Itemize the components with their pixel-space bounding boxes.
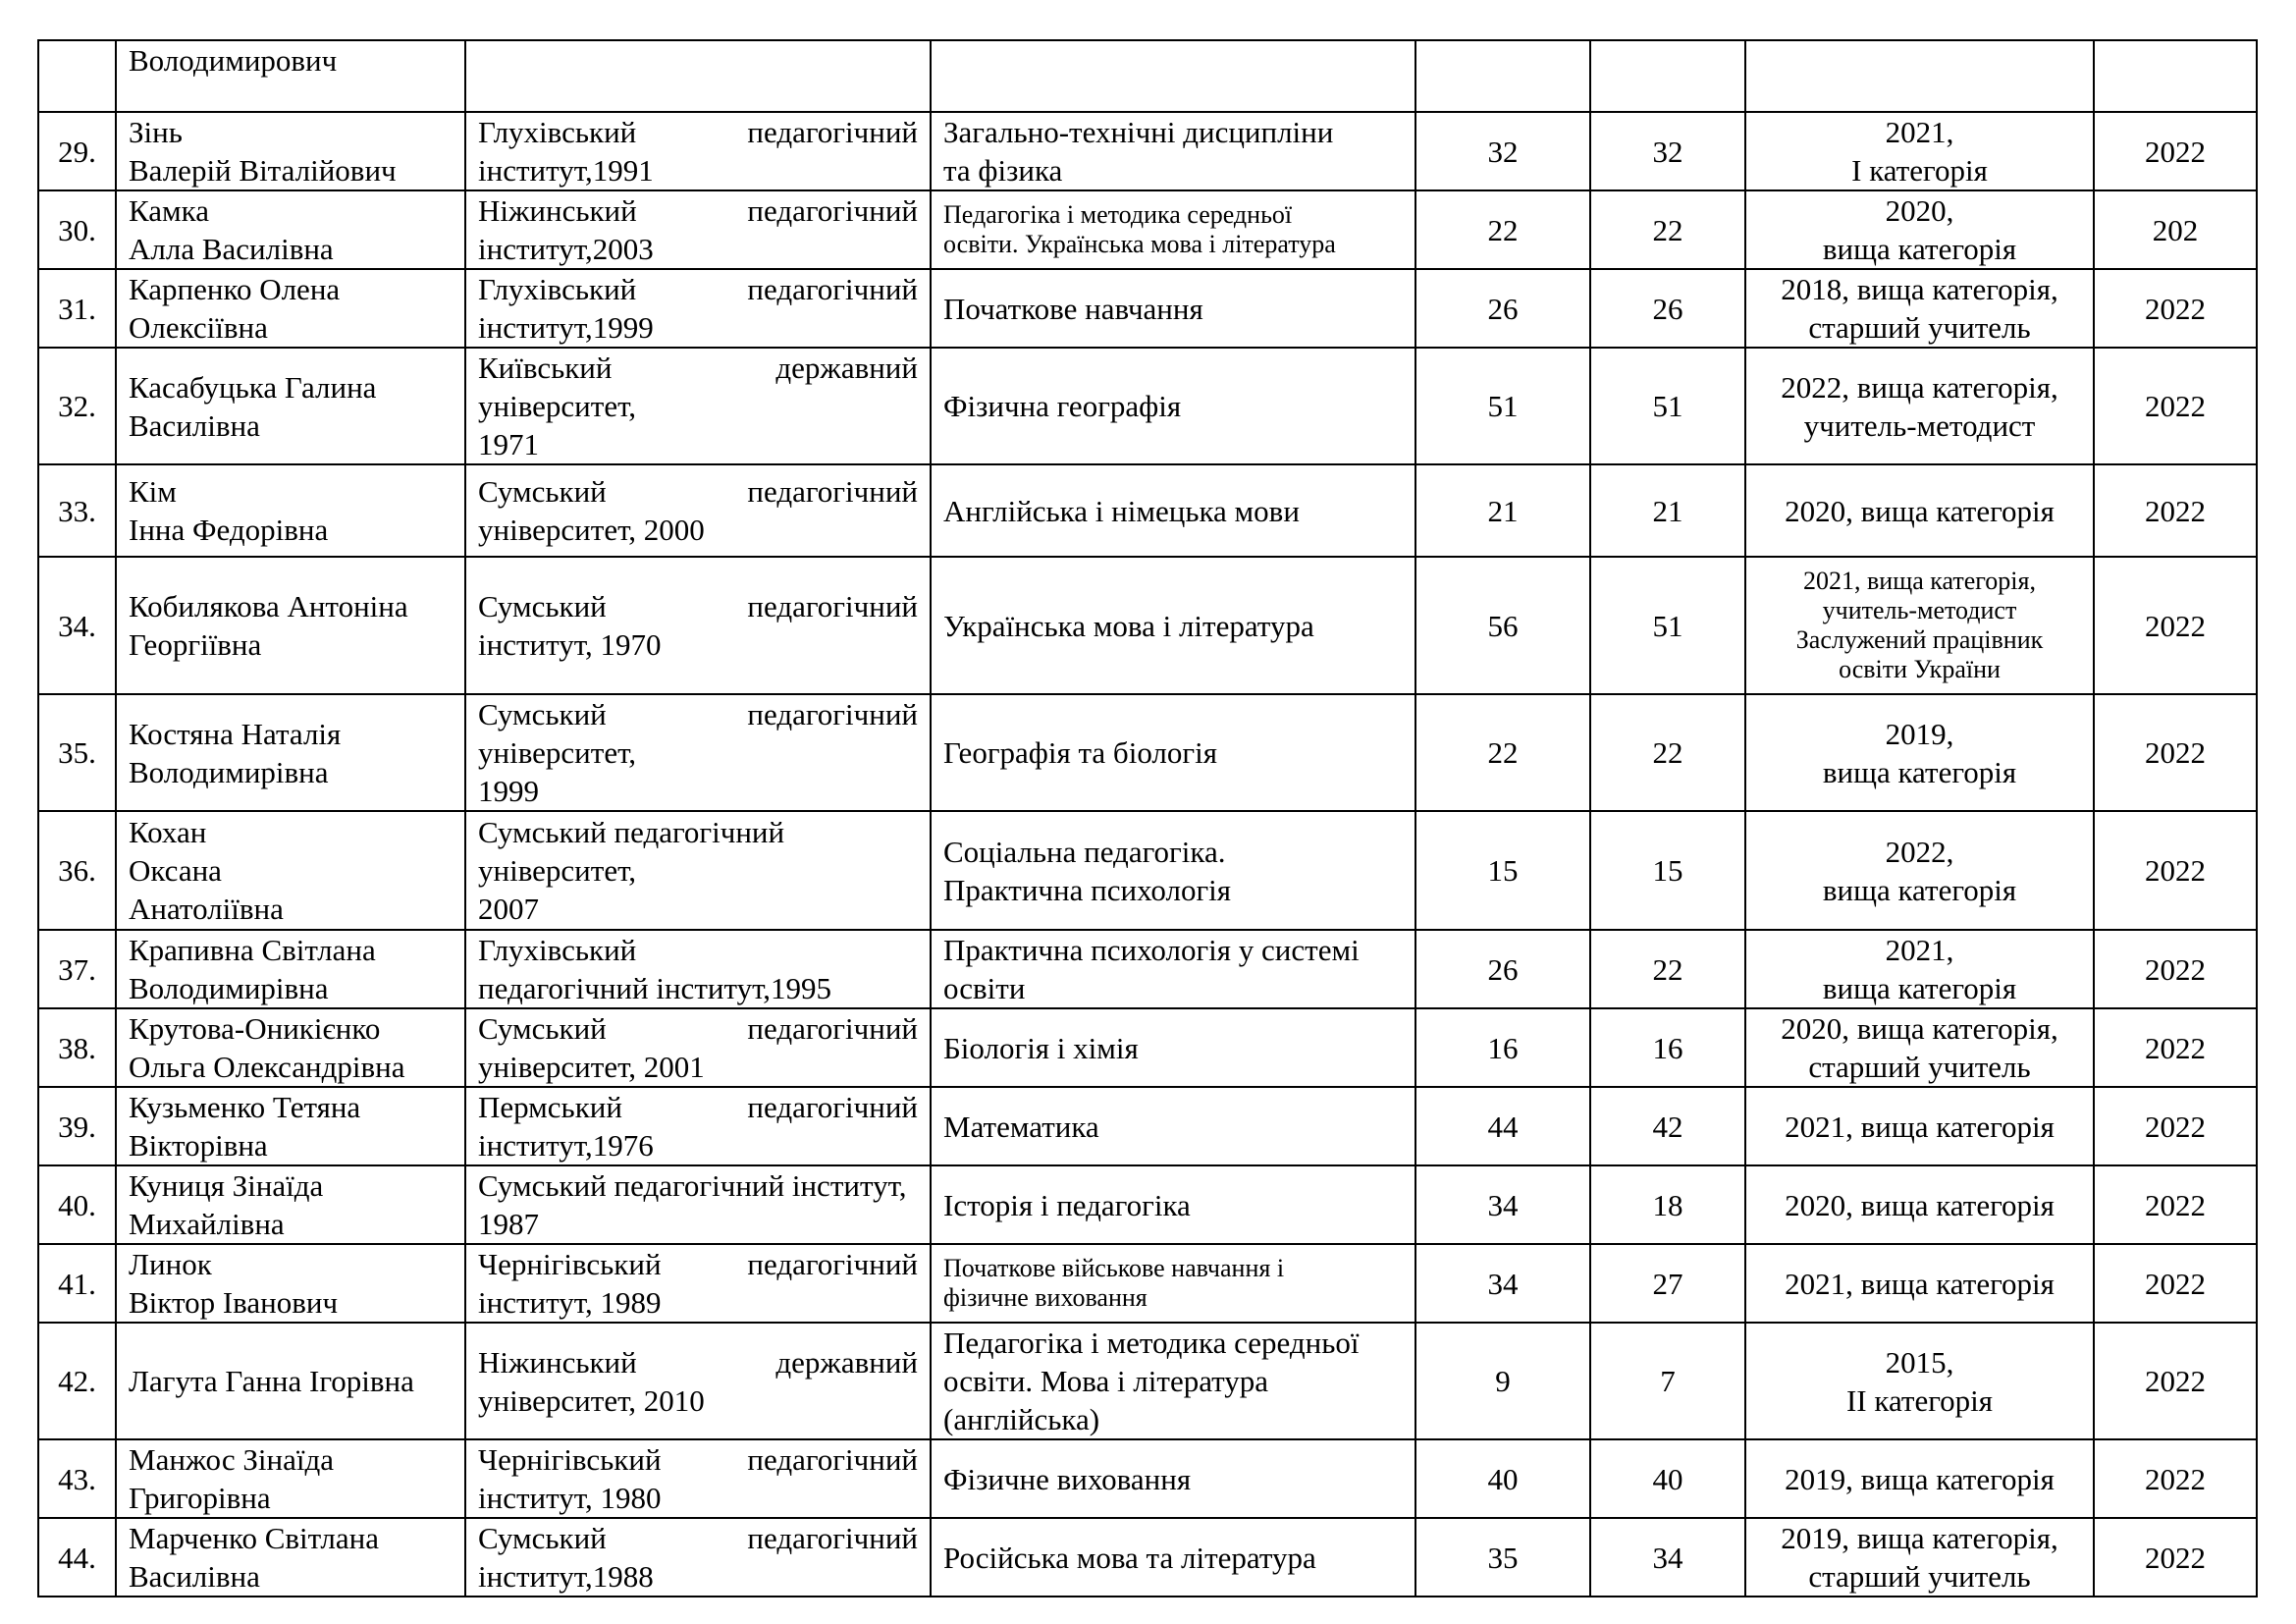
category-cell <box>1745 348 2094 464</box>
pedagogical-experience-cell: 16 <box>1590 1008 1745 1087</box>
cell-line: Віктор Іванович <box>129 1285 339 1320</box>
cell-line: Історія і педагогіка <box>943 1187 1191 1222</box>
cell-line: Ольга Олександрівна <box>129 1050 405 1084</box>
total-experience-cell: 21 <box>1415 464 1590 557</box>
next-certification-year-cell: 2022 <box>2094 811 2257 930</box>
education-cell <box>465 930 931 1008</box>
table-row <box>38 269 2257 348</box>
cell-line: (англійська) <box>943 1402 1100 1436</box>
cell-line: Володимирівна <box>129 971 329 1005</box>
row-number-cell: 44. <box>38 1518 116 1597</box>
cell-line: Георгіївна <box>129 627 262 662</box>
cell-line: Практична психологія у системі <box>943 933 1360 967</box>
cell-line: Ніжинський державний <box>478 1344 918 1380</box>
cell-line: Фізичне виховання <box>943 1461 1192 1496</box>
total-experience-cell <box>1415 40 1590 112</box>
pedagogical-experience-cell: 51 <box>1590 557 1745 694</box>
cell-line: університет, 2010 <box>478 1382 705 1418</box>
cell-line: Сумський педагогічний <box>478 697 918 731</box>
total-experience-cell: 34 <box>1415 1165 1590 1244</box>
category-cell <box>1745 694 2094 811</box>
cell-line: 1971 <box>478 427 539 461</box>
cell-line: Оксана <box>129 853 222 888</box>
category-cell <box>1745 1087 2094 1165</box>
table-row <box>38 930 2257 1008</box>
cell-line: Василівна <box>129 407 260 443</box>
row-number-cell: 40. <box>38 1165 116 1244</box>
cell-line: вища категорія <box>1822 872 2017 907</box>
cell-line: вища категорія <box>1822 232 2017 266</box>
row-number-cell: 41. <box>38 1244 116 1323</box>
cell-line: інститут, 1989 <box>478 1285 662 1320</box>
total-experience-cell: 35 <box>1415 1518 1590 1597</box>
category-cell <box>1745 1008 2094 1087</box>
cell-line: Російська мова та література <box>943 1540 1316 1575</box>
cell-line: Початкове військове навчання і <box>943 1254 1285 1282</box>
pedagogical-experience-cell: 18 <box>1590 1165 1745 1244</box>
total-experience-cell: 40 <box>1415 1439 1590 1518</box>
cell-line: 2015, <box>1885 1344 1954 1380</box>
cell-line: 2018, вища категорія, <box>1781 272 2058 306</box>
category-cell <box>1745 930 2094 1008</box>
next-certification-year-cell: 2022 <box>2094 557 2257 694</box>
specialty-cell <box>931 190 1415 269</box>
cell-line: Чернігівський педагогічний <box>478 1247 918 1281</box>
pedagogical-experience-cell: 32 <box>1590 112 1745 190</box>
table-row <box>38 1244 2257 1323</box>
total-experience-cell: 26 <box>1415 269 1590 348</box>
row-number-cell: 37. <box>38 930 116 1008</box>
cell-line: старший учитель <box>1808 310 2031 345</box>
pedagogical-experience-cell: 21 <box>1590 464 1745 557</box>
education-cell <box>465 557 931 694</box>
cell-line: Сумський педагогічний <box>478 474 918 509</box>
next-certification-year-cell: 2022 <box>2094 464 2257 557</box>
name-cell <box>116 1439 465 1518</box>
cell-line: Інна Федорівна <box>129 513 329 547</box>
cell-line: Біологія і хімія <box>943 1030 1139 1065</box>
education-cell <box>465 112 931 190</box>
cell-line: Чернігівський педагогічний <box>478 1442 918 1477</box>
cell-line: 2020, вища категорія <box>1785 493 2055 528</box>
cell-line: вища категорія <box>1822 754 2017 789</box>
specialty-cell <box>931 1244 1415 1323</box>
cell-line: Володимирівна <box>129 754 329 789</box>
category-cell <box>1745 1518 2094 1597</box>
specialty-cell <box>931 40 1415 112</box>
next-certification-year-cell: 2022 <box>2094 1165 2257 1244</box>
row-number-cell: 34. <box>38 557 116 694</box>
cell-line: 2021, <box>1885 933 1954 967</box>
education-cell <box>465 40 931 112</box>
cell-line: Соціальна педагогіка. <box>943 834 1226 869</box>
table-row <box>38 1165 2257 1244</box>
cell-line: Валерій Віталійович <box>129 153 397 188</box>
specialty-cell <box>931 557 1415 694</box>
cell-line: університет, 2000 <box>478 513 705 547</box>
cell-line: 2020, <box>1885 193 1954 228</box>
cell-line: 2020, вища категорія <box>1785 1187 2055 1222</box>
cell-line: Географія та біологія <box>943 735 1217 770</box>
total-experience-cell: 16 <box>1415 1008 1590 1087</box>
cell-line: та фізика <box>943 153 1063 188</box>
cell-line: Крутова-Оникієнко <box>129 1011 381 1046</box>
table-row <box>38 112 2257 190</box>
total-experience-cell: 44 <box>1415 1087 1590 1165</box>
row-number-cell: 33. <box>38 464 116 557</box>
cell-line: Педагогіка і методика середньої <box>943 200 1293 229</box>
next-certification-year-cell: 2022 <box>2094 1518 2257 1597</box>
table-row <box>38 557 2257 694</box>
education-cell <box>465 1439 931 1518</box>
cell-line: університет, <box>478 389 637 423</box>
cell-line: Зінь <box>129 115 183 149</box>
specialty-cell <box>931 269 1415 348</box>
cell-line: 2019, вища категорія, <box>1781 1521 2058 1555</box>
category-cell <box>1745 557 2094 694</box>
cell-line: Математика <box>943 1109 1099 1144</box>
cell-line: Костяна Наталія <box>129 716 342 751</box>
total-experience-cell: 22 <box>1415 190 1590 269</box>
pedagogical-experience-cell: 34 <box>1590 1518 1745 1597</box>
cell-line: І категорія <box>1851 153 1988 188</box>
cell-line: вища категорія <box>1822 971 2017 1005</box>
row-number-cell: 43. <box>38 1439 116 1518</box>
cell-line: університет, <box>478 735 637 770</box>
pedagogical-experience-cell: 15 <box>1590 811 1745 930</box>
cell-line: 2021, <box>1885 115 1954 149</box>
cell-line: Педагогіка і методика середньої <box>943 1326 1360 1360</box>
row-number-cell: 38. <box>38 1008 116 1087</box>
cell-line: інститут,1988 <box>478 1559 654 1594</box>
next-certification-year-cell: 2022 <box>2094 1244 2257 1323</box>
table-row <box>38 348 2257 464</box>
cell-line: Лагута Ганна Ігорівна <box>129 1364 414 1398</box>
cell-line: освіти. Українська мова і література <box>943 230 1336 258</box>
education-cell <box>465 1518 931 1597</box>
education-cell <box>465 1323 931 1439</box>
row-number-cell: 29. <box>38 112 116 190</box>
category-cell <box>1745 1323 2094 1439</box>
category-cell <box>1745 811 2094 930</box>
cell-line: Кохан <box>129 815 207 849</box>
education-cell <box>465 1244 931 1323</box>
cell-line: педагогічний інститут,1995 <box>478 971 832 1005</box>
pedagogical-experience-cell <box>1590 40 1745 112</box>
category-cell <box>1745 112 2094 190</box>
next-certification-year-cell: 2022 <box>2094 1439 2257 1518</box>
name-cell <box>116 1518 465 1597</box>
cell-line: 2020, вища категорія, <box>1781 1011 2058 1046</box>
cell-line: Вікторівна <box>129 1128 268 1163</box>
total-experience-cell: 34 <box>1415 1244 1590 1323</box>
table-row <box>38 1323 2257 1439</box>
education-cell <box>465 1087 931 1165</box>
education-cell <box>465 190 931 269</box>
cell-line: Сумський педагогічний <box>478 815 785 849</box>
name-cell <box>116 269 465 348</box>
next-certification-year-cell: 202 <box>2094 190 2257 269</box>
cell-line: освіти України <box>1839 655 2001 683</box>
next-certification-year-cell: 2022 <box>2094 1087 2257 1165</box>
cell-line: Практична психологія <box>943 872 1232 907</box>
cell-line: Загально-технічні дисципліни <box>943 115 1334 149</box>
table-row <box>38 694 2257 811</box>
specialty-cell <box>931 464 1415 557</box>
pedagogical-experience-cell: 7 <box>1590 1323 1745 1439</box>
cell-line: Володимирович <box>129 43 338 78</box>
cell-line: ІІ категорія <box>1845 1382 1994 1418</box>
cell-line: 1999 <box>478 774 539 808</box>
category-cell <box>1745 1165 2094 1244</box>
cell-line: учитель-методист <box>1803 407 2036 443</box>
specialty-cell <box>931 1165 1415 1244</box>
row-number-cell <box>38 40 116 112</box>
staff-table <box>37 39 2258 1597</box>
education-cell <box>465 811 931 930</box>
cell-line: Глухівський <box>478 933 637 967</box>
cell-line: 2021, вища категорія <box>1785 1109 2055 1144</box>
cell-line: Михайлівна <box>129 1207 285 1241</box>
table-row <box>38 1518 2257 1597</box>
name-cell <box>116 1165 465 1244</box>
category-cell <box>1745 1439 2094 1518</box>
specialty-cell <box>931 694 1415 811</box>
cell-line: Марченко Світлана <box>129 1521 380 1555</box>
cell-line: старший учитель <box>1808 1559 2031 1594</box>
pedagogical-experience-cell: 22 <box>1590 694 1745 811</box>
pedagogical-experience-cell: 51 <box>1590 348 1745 464</box>
cell-line: освіти <box>943 971 1026 1005</box>
next-certification-year-cell: 2022 <box>2094 269 2257 348</box>
education-cell <box>465 1008 931 1087</box>
total-experience-cell: 56 <box>1415 557 1590 694</box>
total-experience-cell: 51 <box>1415 348 1590 464</box>
row-number-cell: 35. <box>38 694 116 811</box>
cell-line: Манжос Зінаїда <box>129 1442 334 1477</box>
specialty-cell <box>931 1087 1415 1165</box>
name-cell <box>116 1323 465 1439</box>
specialty-cell <box>931 1323 1415 1439</box>
cell-line: Фізична географія <box>943 389 1182 423</box>
table-row <box>38 190 2257 269</box>
cell-line: інститут,1999 <box>478 310 654 345</box>
row-number-cell: 31. <box>38 269 116 348</box>
cell-line: 2019, <box>1885 716 1954 751</box>
cell-line: 2021, вища категорія <box>1785 1266 2055 1301</box>
cell-line: Кім <box>129 474 177 509</box>
cell-line: Касабуцька Галина <box>129 369 377 405</box>
specialty-cell <box>931 112 1415 190</box>
cell-line: Сумський педагогічний <box>478 1521 918 1555</box>
cell-line: інститут,1976 <box>478 1128 654 1163</box>
cell-line: університет, <box>478 853 637 888</box>
next-certification-year-cell: 2022 <box>2094 1323 2257 1439</box>
cell-line: Олексіївна <box>129 310 268 345</box>
cell-line: Київський державний <box>478 351 918 385</box>
cell-line: Камка <box>129 193 209 228</box>
cell-line: Кузьменко Тетяна <box>129 1090 361 1124</box>
name-cell <box>116 1244 465 1323</box>
name-cell <box>116 811 465 930</box>
next-certification-year-cell: 2022 <box>2094 348 2257 464</box>
cell-line: 2007 <box>478 892 539 926</box>
cell-line: Глухівський педагогічний <box>478 272 918 306</box>
next-certification-year-cell <box>2094 40 2257 112</box>
cell-line: 2019, вища категорія <box>1785 1461 2055 1496</box>
cell-line: Куниця Зінаїда <box>129 1168 324 1203</box>
pedagogical-experience-cell: 22 <box>1590 190 1745 269</box>
education-cell <box>465 1165 931 1244</box>
total-experience-cell: 15 <box>1415 811 1590 930</box>
cell-line: фізичне виховання <box>943 1283 1148 1312</box>
cell-line: Англійська і німецька мови <box>943 493 1300 528</box>
specialty-cell <box>931 930 1415 1008</box>
next-certification-year-cell: 2022 <box>2094 930 2257 1008</box>
education-cell <box>465 348 931 464</box>
education-cell <box>465 269 931 348</box>
name-cell <box>116 190 465 269</box>
total-experience-cell: 26 <box>1415 930 1590 1008</box>
row-number-cell: 32. <box>38 348 116 464</box>
table-row <box>38 1439 2257 1518</box>
specialty-cell <box>931 348 1415 464</box>
name-cell <box>116 694 465 811</box>
name-cell <box>116 1087 465 1165</box>
cell-line: Кобилякова Антоніна <box>129 589 408 623</box>
cell-line: учитель-методист <box>1822 596 2017 624</box>
cell-line: інститут, 1980 <box>478 1481 662 1515</box>
pedagogical-experience-cell: 40 <box>1590 1439 1745 1518</box>
cell-line: Пермський педагогічний <box>478 1090 918 1124</box>
table-row <box>38 811 2257 930</box>
name-cell <box>116 930 465 1008</box>
specialty-cell <box>931 811 1415 930</box>
row-number-cell: 36. <box>38 811 116 930</box>
cell-line: інститут,2003 <box>478 232 654 266</box>
next-certification-year-cell: 2022 <box>2094 112 2257 190</box>
education-cell <box>465 694 931 811</box>
category-cell <box>1745 464 2094 557</box>
cell-line: Сумський педагогічний <box>478 589 918 623</box>
name-cell <box>116 348 465 464</box>
cell-line: Анатоліївна <box>129 892 284 926</box>
cell-line: Крапивна Світлана <box>129 933 376 967</box>
cell-line: Заслужений працівник <box>1795 625 2044 654</box>
table-row <box>38 464 2257 557</box>
pedagogical-experience-cell: 27 <box>1590 1244 1745 1323</box>
cell-line: Сумський педагогічний інститут, <box>478 1168 907 1203</box>
row-number-cell: 39. <box>38 1087 116 1165</box>
cell-line: інститут, 1970 <box>478 627 662 662</box>
cell-line: 2022, вища категорія, <box>1781 369 2058 405</box>
cell-line: Сумський педагогічний <box>478 1011 918 1046</box>
cell-line: Українська мова і література <box>943 608 1314 643</box>
cell-line: Глухівський педагогічний <box>478 115 918 149</box>
total-experience-cell: 32 <box>1415 112 1590 190</box>
specialty-cell <box>931 1008 1415 1087</box>
cell-line: Карпенко Олена <box>129 272 341 306</box>
total-experience-cell: 9 <box>1415 1323 1590 1439</box>
category-cell <box>1745 269 2094 348</box>
cell-line: Линок <box>129 1247 212 1281</box>
cell-line: Василівна <box>129 1559 260 1594</box>
cell-line: інститут,1991 <box>478 153 654 188</box>
cell-line: Григорівна <box>129 1481 271 1515</box>
cell-line: 2022, <box>1885 834 1954 869</box>
name-cell <box>116 557 465 694</box>
row-number-cell: 30. <box>38 190 116 269</box>
table-row <box>38 1008 2257 1087</box>
cell-line: університет, 2001 <box>478 1050 705 1084</box>
table-row <box>38 1087 2257 1165</box>
cell-line: старший учитель <box>1808 1050 2031 1084</box>
cell-line: Початкове навчання <box>943 291 1203 326</box>
next-certification-year-cell: 2022 <box>2094 694 2257 811</box>
name-cell <box>116 1008 465 1087</box>
education-cell <box>465 464 931 557</box>
specialty-cell <box>931 1439 1415 1518</box>
pedagogical-experience-cell: 22 <box>1590 930 1745 1008</box>
category-cell <box>1745 40 2094 112</box>
category-cell <box>1745 190 2094 269</box>
name-cell <box>116 40 465 112</box>
staff-table-body <box>38 40 2257 1597</box>
specialty-cell <box>931 1518 1415 1597</box>
cell-line: освіти. Мова і література <box>943 1364 1269 1398</box>
total-experience-cell: 22 <box>1415 694 1590 811</box>
pedagogical-experience-cell: 42 <box>1590 1087 1745 1165</box>
cell-line: 1987 <box>478 1207 539 1241</box>
name-cell <box>116 464 465 557</box>
table-row <box>38 40 2257 112</box>
row-number-cell: 42. <box>38 1323 116 1439</box>
cell-line: Ніжинський педагогічний <box>478 193 918 228</box>
cell-line: 2021, вища категорія, <box>1803 567 2036 595</box>
pedagogical-experience-cell: 26 <box>1590 269 1745 348</box>
category-cell <box>1745 1244 2094 1323</box>
name-cell <box>116 112 465 190</box>
cell-line: Алла Василівна <box>129 232 334 266</box>
next-certification-year-cell: 2022 <box>2094 1008 2257 1087</box>
